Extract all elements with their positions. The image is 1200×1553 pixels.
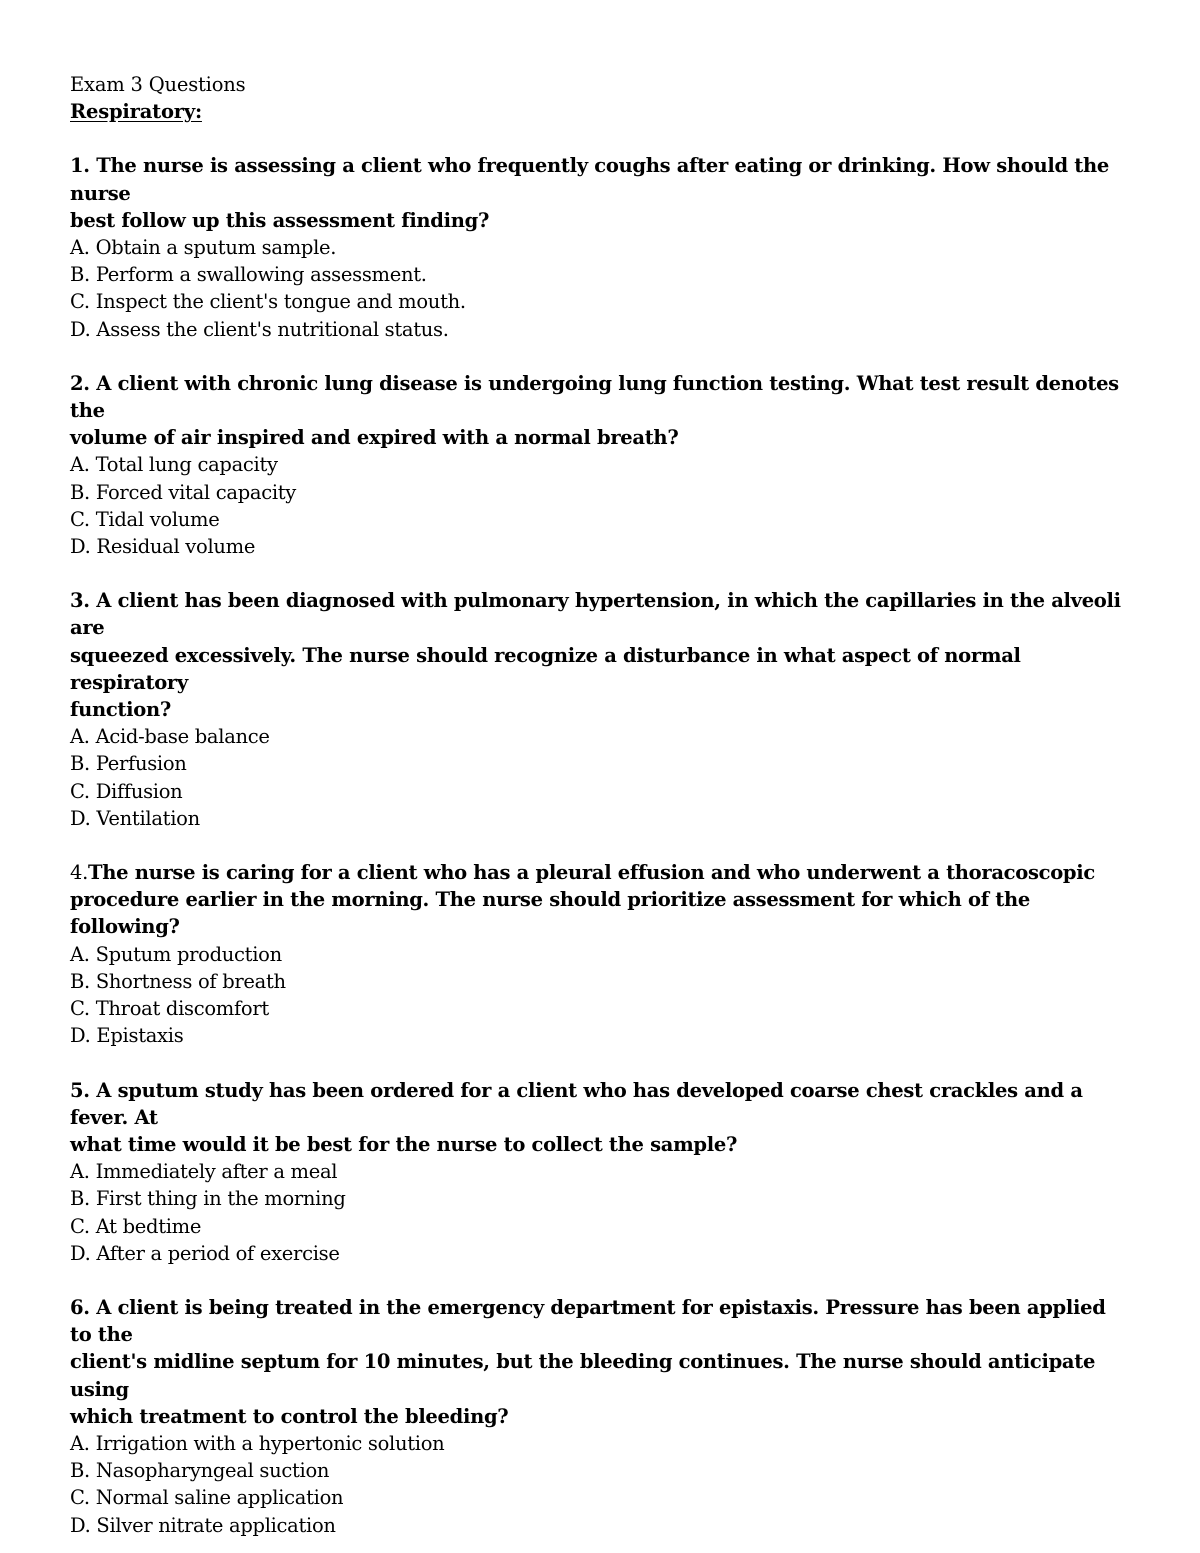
- question-number: 3.: [70, 589, 90, 613]
- question-stem: [70, 1077, 1130, 1159]
- answer-option-b: B. Perform a swallowing assessment.: [70, 263, 427, 287]
- question-text-line: A client with chronic lung disease is undergoing lung function testing. What test result denotes the: [70, 371, 1119, 423]
- question-text-line: The nurse is caring for a client who has a pleural effusion and who underwent a thoracoscopic: [88, 861, 1095, 885]
- answer-option-d: D. Residual volume: [70, 535, 256, 559]
- question-text-line: A client has been diagnosed with pulmonary hypertension, in which the capillaries in the alveoli are: [70, 589, 1121, 640]
- question-text-line: A client is being treated in the emergency department for epistaxis. Pressure has been applied to the: [70, 1295, 1106, 1347]
- answer-option-a: A. Immediately after a meal: [70, 1160, 338, 1184]
- answer-option-c: C. Throat discomfort: [70, 997, 269, 1021]
- answer-option-c: C. Normal saline application: [70, 1486, 344, 1510]
- answer-option-a: A. Irrigation with a hypertonic solution: [70, 1431, 445, 1455]
- answer-option-d: D. Assess the client's nutritional status.: [70, 317, 449, 341]
- answer-option-a: A. Sputum production: [70, 942, 282, 966]
- answer-option-c: C. At bedtime: [70, 1214, 202, 1238]
- question-text-line: A sputum study has been ordered for a client who has developed coarse chest crackles and a fever. At: [70, 1078, 1083, 1129]
- question-number: 4.: [70, 861, 89, 885]
- question-3: [70, 587, 1130, 832]
- question-number: 6.: [70, 1295, 90, 1319]
- answer-option-b: B. Nasopharyngeal suction: [70, 1459, 330, 1483]
- question-stem: [70, 1294, 1130, 1430]
- document-title: Exam 3 Questions: [70, 73, 246, 96]
- question-text-line: client's midline septum for 10 minutes, but the bleeding continues. The nurse should anticipate using: [70, 1350, 1096, 1401]
- question-number: 2.: [70, 371, 90, 395]
- answer-option-d: D. Epistaxis: [70, 1024, 184, 1048]
- answer-option-c: C. Tidal volume: [70, 507, 220, 531]
- question-text-line: best follow up this assessment finding?: [70, 208, 490, 232]
- question-2: [70, 370, 1130, 560]
- question-text-line: squeezed excessively. The nurse should recognize a disturbance in what aspect of normal respiratory: [70, 643, 1021, 694]
- question-4: [70, 859, 1130, 1049]
- question-text-line: what time would it be best for the nurse to collect the sample?: [70, 1132, 738, 1156]
- document-page: [70, 71, 1130, 1539]
- question-text-line: function?: [70, 698, 171, 722]
- answer-option-b: B. Forced vital capacity: [70, 480, 297, 504]
- question-number: 1.: [70, 154, 90, 178]
- answer-option-b: B. Shortness of breath: [70, 969, 286, 993]
- answer-option-d: D. After a period of exercise: [70, 1241, 340, 1265]
- question-stem: [70, 587, 1130, 723]
- question-5: [70, 1077, 1130, 1267]
- answer-option-d: D. Silver nitrate application: [70, 1513, 336, 1537]
- answer-option-c: C. Diffusion: [70, 779, 183, 803]
- question-1: [70, 152, 1130, 342]
- answer-option-a: A. Obtain a sputum sample.: [70, 236, 337, 260]
- answer-option-c: C. Inspect the client's tongue and mouth.: [70, 290, 466, 314]
- question-stem: [70, 152, 1130, 234]
- section-heading: Respiratory:: [70, 100, 202, 124]
- answer-option-a: A. Acid-base balance: [70, 725, 270, 749]
- question-stem: [70, 859, 1130, 941]
- question-text-line: The nurse is assessing a client who frequently coughs after eating or drinking. How should the nurse: [70, 154, 1109, 205]
- question-number: 5.: [70, 1078, 90, 1102]
- question-text-line: volume of air inspired and expired with a normal breath?: [70, 426, 679, 450]
- question-6: [70, 1294, 1130, 1539]
- answer-option-b: B. Perfusion: [70, 752, 187, 776]
- question-text-line: procedure earlier in the morning. The nurse should prioritize assessment for which of the following?: [70, 888, 1030, 939]
- answer-option-b: B. First thing in the morning: [70, 1187, 346, 1211]
- answer-option-a: A. Total lung capacity: [70, 453, 278, 477]
- question-stem: [70, 370, 1130, 452]
- question-text-line: which treatment to control the bleeding?: [70, 1404, 509, 1428]
- answer-option-d: D. Ventilation: [70, 806, 200, 830]
